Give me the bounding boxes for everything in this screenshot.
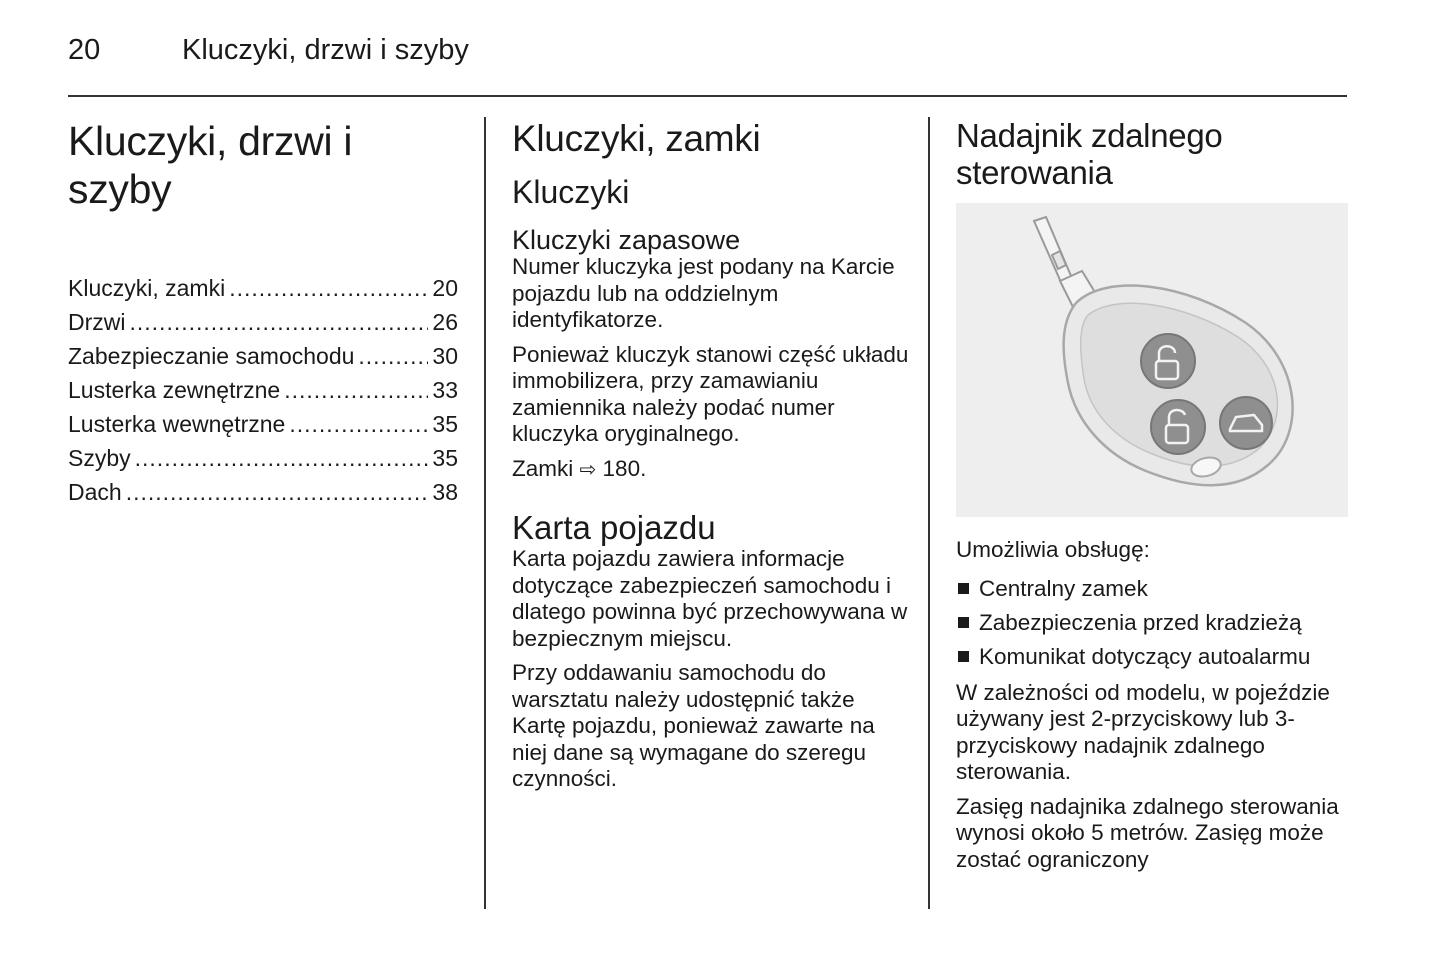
toc-entry[interactable] — [68, 479, 458, 513]
toc-label: Szyby — [68, 445, 131, 471]
toc-entry[interactable] — [68, 445, 458, 479]
column-contents — [68, 117, 458, 513]
heading-spare-keys: Kluczyki zapasowe — [512, 225, 741, 255]
header-rule — [68, 95, 1347, 97]
feature-list — [956, 572, 1348, 674]
toc-page: 38 — [432, 479, 458, 505]
toc-label: Lusterka wewnętrzne — [68, 411, 286, 437]
toc-entry[interactable] — [68, 275, 458, 309]
key-fob-illustration — [956, 203, 1348, 517]
paragraph-model-variants: W zależności od modelu, w pojeździe używany jest 2-przyciskowy lub 3-przyciskowy nadajnik zdalnego sterowania. — [956, 679, 1330, 784]
paragraph-range: Zasięg nadajnika zdalnego sterowania wynosi około 5 metrów. Zasięg może zostać ograniczony — [956, 793, 1339, 872]
toc-leader — [130, 309, 429, 336]
paragraph-card-workshop: Przy oddawaniu samochodu do warsztatu należy udostępnić także Kartę pojazdu, ponieważ zawarte na niej dane są wymagane do szeregu czynności. — [512, 660, 875, 791]
column-remote-control — [956, 117, 1348, 881]
column-keys-locks — [512, 117, 912, 801]
toc-leader — [358, 343, 428, 370]
toc-entry[interactable] — [68, 377, 458, 411]
bullet-square-icon — [958, 651, 969, 662]
toc-page: 30 — [432, 343, 458, 369]
cross-reference-page: 180. — [602, 455, 647, 481]
section-title-keys-locks: Kluczyki, zamki — [512, 118, 761, 159]
table-of-contents — [68, 275, 458, 513]
page-header — [68, 34, 469, 67]
toc-label: Lusterka zewnętrzne — [68, 377, 281, 403]
key-fob-icon — [956, 203, 1348, 517]
toc-leader — [284, 377, 428, 404]
unlock-button-icon — [1151, 400, 1205, 454]
toc-leader — [135, 445, 429, 472]
subsection-title-keys: Kluczyki — [512, 174, 630, 210]
list-item-text: Zabezpieczenia przed kradzieżą — [979, 609, 1302, 635]
list-item — [956, 572, 1348, 606]
arrow-right-icon: ⇨ — [579, 458, 597, 481]
toc-leader — [289, 411, 428, 438]
heading-vehicle-card: Karta pojazdu — [512, 509, 716, 546]
toc-leader — [126, 479, 429, 506]
toc-label: Dach — [68, 479, 122, 505]
toc-label: Zabezpieczanie samochodu — [68, 343, 355, 369]
paragraph-card-info: Karta pojazdu zawiera informacje dotyczące zabezpieczeń samochodu i dlatego powinna być przechowywana w bezpiecznym miejscu. — [512, 546, 908, 651]
bullet-square-icon — [958, 617, 969, 628]
toc-leader — [229, 275, 428, 302]
running-title: Kluczyki, drzwi i szyby — [182, 34, 469, 66]
paragraph-key-number: Numer kluczyka jest podany na Karcie pojazdu lub na oddzielnym identyfikatorze. — [512, 254, 895, 332]
paragraph-enables: Umożliwia obsługę: — [956, 537, 1150, 562]
toc-page: 20 — [432, 275, 458, 301]
cross-reference-locks[interactable] — [512, 456, 912, 484]
toc-entry[interactable] — [68, 343, 458, 377]
list-item-text: Komunikat dotyczący autoalarmu — [979, 643, 1311, 669]
toc-page: 35 — [432, 411, 458, 437]
toc-label: Drzwi — [68, 309, 126, 335]
toc-page: 26 — [432, 309, 458, 335]
paragraph-immobilizer: Ponieważ kluczyk stanowi część układu immobilizera, przy zamawianiu zamiennika należy podać numer kluczyka oryginalnego. — [512, 341, 909, 446]
list-item-text: Centralny zamek — [979, 575, 1148, 601]
chapter-title: Kluczyki, drzwi i szyby — [68, 118, 353, 212]
toc-label: Kluczyki, zamki — [68, 275, 226, 301]
page-number: 20 — [68, 34, 101, 66]
toc-entry[interactable] — [68, 309, 458, 343]
cross-reference-label: Zamki — [512, 455, 574, 481]
column-divider-1 — [484, 117, 486, 909]
list-item — [956, 640, 1348, 674]
toc-page: 33 — [432, 377, 458, 403]
trunk-button-icon — [1220, 397, 1272, 449]
toc-page: 35 — [432, 445, 458, 471]
column-divider-2 — [928, 117, 930, 909]
lock-button-icon — [1141, 334, 1195, 388]
bullet-square-icon — [958, 583, 969, 594]
section-title-remote: Nadajnik zdalnego sterowania — [956, 117, 1223, 191]
list-item — [956, 606, 1348, 640]
toc-entry[interactable] — [68, 411, 458, 445]
